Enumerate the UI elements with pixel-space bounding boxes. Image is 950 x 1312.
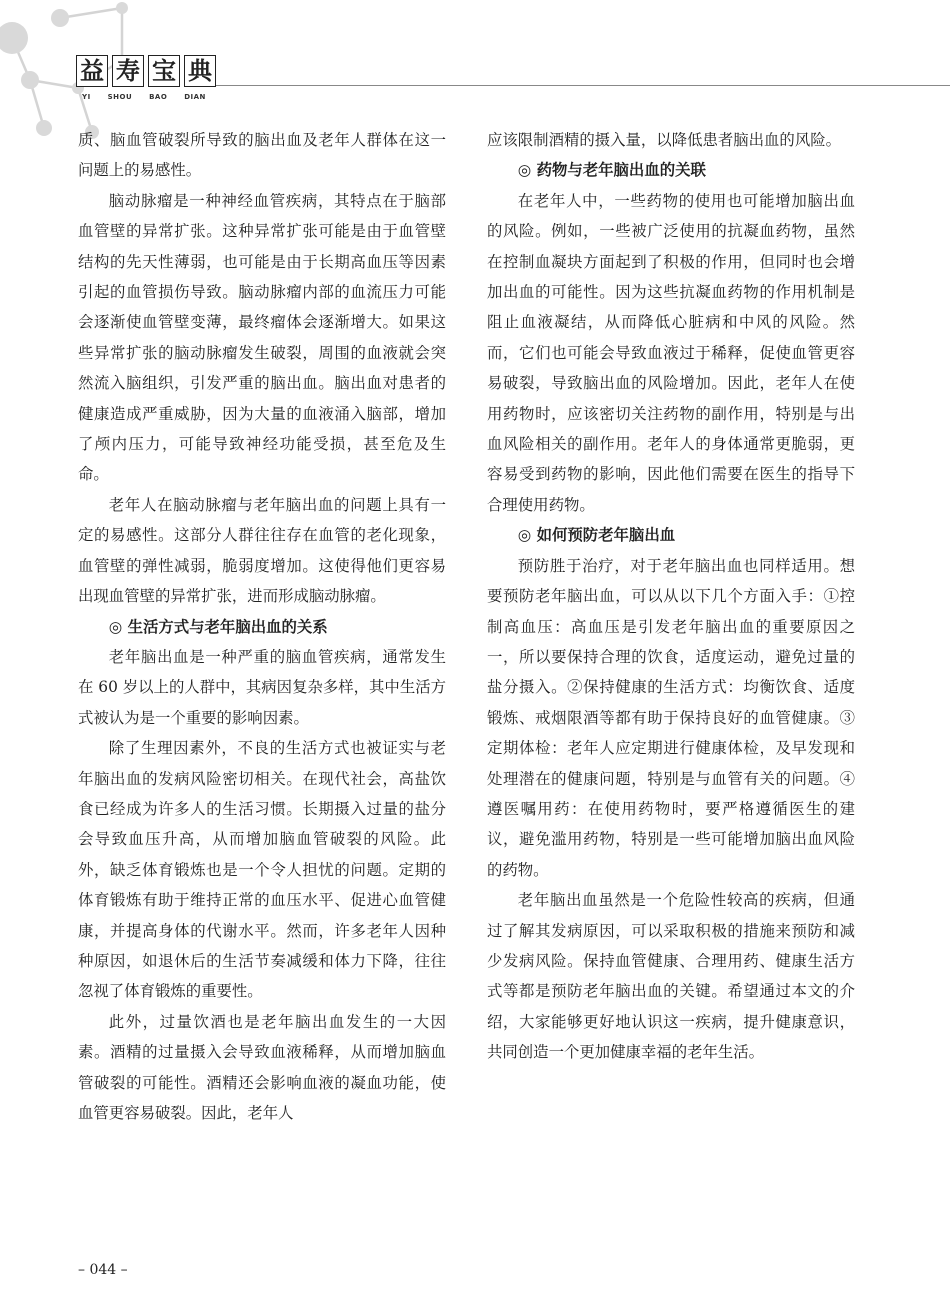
paragraph: 质、脑血管破裂所导致的脑出血及老年人群体在这一问题上的易感性。	[78, 131, 446, 180]
logo-char: 益	[76, 55, 108, 87]
paragraph: 在老年人中，一些药物的使用也可能增加脑出血的风险。例如，一些被广泛使用的抗凝血药物，虽然在控制血凝块方面起到了积极的作用，但同时也会增加出血的可能性。因为这些抗凝血药物的作用机制是阻止血液凝结，从而降低心脏病和中风的风险。然而，它们也可能会导致血液过于稀释，促使血管更容易破裂，导致脑出血的风险增加。因此，老年人在使用药物时，应该密切关注药物的副作用，特别是与出血风险相关的副作用。老年人的身体通常更脆弱，更容易受到药物的影响，因此他们需要在医生的指导下合理使用药物。	[487, 191, 855, 514]
header-divider	[216, 85, 950, 86]
paragraph: 老年脑出血是一种严重的脑血管疾病，通常发生在 60 岁以上的人群中，其病因复杂多样，其中生活方式被认为是一个重要的影响因素。	[78, 647, 446, 727]
paragraph: 老年脑出血虽然是一个危险性较高的疾病，但通过了解其发病原因，可以采取积极的措施来预防和减少发病风险。保持血管健康、合理用药、健康生活方式等都是预防老年脑出血的关键。希望通过本文的介绍，大家能够更好地认识这一疾病，提升健康意识，共同创造一个更加健康幸福的老年生活。	[487, 891, 855, 1062]
paragraph: 应该限制酒精的摄入量，以降低患者脑出血的风险。	[487, 131, 841, 149]
logo-char: 宝	[148, 55, 180, 87]
section-heading: ◎ 如何预防老年脑出血	[517, 526, 676, 545]
paragraph: 此外，过量饮酒也是老年脑出血发生的一大因素。酒精的过量摄入会导致血液稀释，从而增加脑血管破裂的可能性。酒精还会影响血液的凝血功能，使血管更容易破裂。因此，老年人	[78, 1012, 446, 1122]
article-column-right	[487, 125, 855, 1068]
section-heading: ◎ 生活方式与老年脑出血的关系	[108, 617, 328, 636]
logo-char: 典	[184, 55, 216, 87]
paragraph: 除了生理因素外，不良的生活方式也被证实与老年脑出血的发病风险密切相关。在现代社会，高盐饮食已经成为许多人的生活习惯。长期摄入过量的盐分会导致血压升高，从而增加脑血管破裂的风险。此外，缺乏体育锻炼也是一个令人担忧的问题。定期的体育锻炼有助于维持正常的血压水平、促进心血管健康，并提高身体的代谢水平。然而，许多老年人因种种原因，如退休后的生活节奏减缓和体力下降，往往忽视了体育锻炼的重要性。	[78, 739, 446, 1001]
paragraph: 预防胜于治疗，对于老年脑出血也同样适用。想要预防老年脑出血，可以从以下几个方面入手：①控制高血压：高血压是引发老年脑出血的重要原因之一，所以要保持合理的饮食，适度运动，避免过量的盐分摄入。②保持健康的生活方式：均衡饮食、适度锻炼、戒烟限酒等都有助于保持良好的血管健康。③定期体检：老年人应定期进行健康体检，及早发现和处理潜在的健康问题，特别是与血管有关的问题。④遵医嘱用药：在使用药物时，要严格遵循医生的建议，避免滥用药物，特别是一些可能增加脑出血风险的药物。	[487, 556, 855, 879]
magazine-logo	[76, 55, 216, 87]
page-number: – 044 –	[78, 1262, 128, 1278]
paragraph: 脑动脉瘤是一种神经血管疾病，其特点在于脑部血管壁的异常扩张。这种异常扩张可能是由于血管壁结构的先天性薄弱，也可能是由于长期高血压等因素引起的血管损伤导致。脑动脉瘤内部的血流压力可能会逐渐使血管壁变薄，最终瘤体会逐渐增大。如果这些异常扩张的脑动脉瘤发生破裂，周围的血液就会突然流入脑组织，引发严重的脑出血。脑出血对患者的健康造成严重威胁，因为大量的血液涌入脑部，增加了颅内压力，可能导致神经功能受损，甚至危及生命。	[78, 191, 446, 484]
section-heading: ◎ 药物与老年脑出血的关联	[517, 161, 706, 180]
logo-pinyin: YI SHOU BAO DIAN	[82, 93, 206, 101]
logo-char: 寿	[112, 55, 144, 87]
paragraph: 老年人在脑动脉瘤与老年脑出血的问题上具有一定的易感性。这部分人群往往存在血管的老化现象，血管壁的弹性减弱，脆弱度增加。这使得他们更容易出现血管壁的异常扩张，进而形成脑动脉瘤。	[78, 495, 446, 606]
article-column-left	[78, 125, 446, 1128]
